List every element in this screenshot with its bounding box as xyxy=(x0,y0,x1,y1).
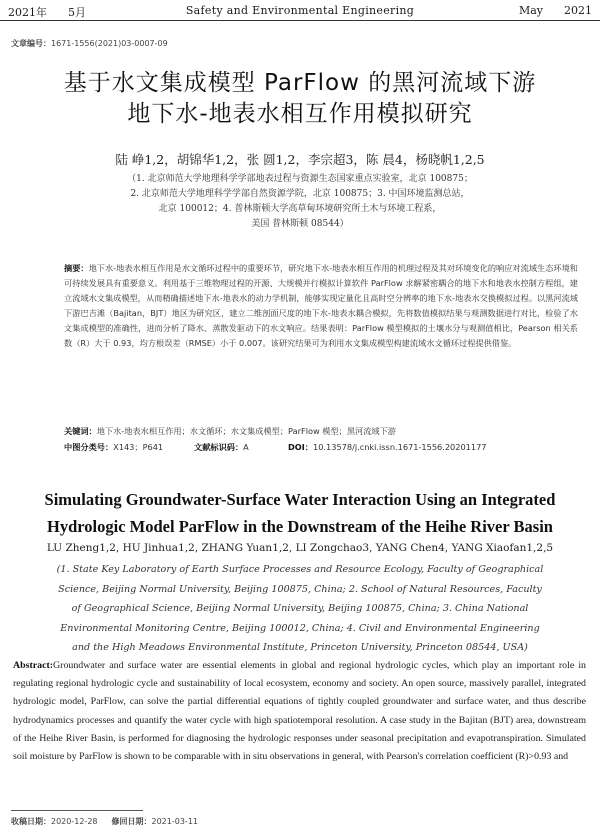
header-date-en xyxy=(519,4,592,17)
article-number-value: 1671-1556(2021)03-0007-09 xyxy=(51,39,168,48)
revised-value: 2021-03-11 xyxy=(151,817,198,826)
running-header xyxy=(8,4,592,20)
doc-code-label: 文献标识码： xyxy=(194,442,244,452)
en-title-line1: Simulating Groundwater-Surface Water Interaction Using an Integrated xyxy=(44,490,556,509)
doi-value[interactable]: 10.13578/j.cnki.issn.1671-1556.20201177 xyxy=(313,442,487,452)
en-abstract xyxy=(13,657,586,766)
received-label: 收稿日期： xyxy=(11,817,51,826)
article-number-label: 文章编号： xyxy=(11,39,51,48)
en-title xyxy=(0,486,600,540)
en-authors: LU Zheng1,2, HU Jinhua1,2, ZHANG Yuan1,2, LI Zongchao3, YANG Chen4, YANG Xiaofan1,2,5 xyxy=(46,542,554,554)
cn-aff-line: 美国 普林斯顿 08544） xyxy=(251,219,349,229)
article-number xyxy=(11,38,168,49)
header-month-en: May xyxy=(518,4,544,17)
cn-keywords xyxy=(64,426,578,437)
clc-value: X143；P641 xyxy=(113,442,164,452)
footnote-dates xyxy=(11,816,198,827)
en-aff-line: Environmental Monitoring Centre, Beijing 100012, China; 4. Civil and Environmental Engineering xyxy=(60,622,540,634)
en-aff-line: Science, Beijing Normal University, Beijing 100875, China; 2. School of Natural Resources, Faculty xyxy=(58,583,542,595)
cn-title-line1: 基于水文集成模型 ParFlow 的黑河流域下游 xyxy=(63,70,537,96)
doc-code-group xyxy=(194,442,249,453)
cn-aff-line: （1. 北京师范大学地理科学学部地表过程与资源生态国家重点实验室，北京 100875； xyxy=(127,174,473,184)
doc-code-value: A xyxy=(243,442,249,452)
doi-label: DOI： xyxy=(288,442,313,452)
header-year-en: 2021 xyxy=(564,4,592,17)
cn-abstract xyxy=(64,261,578,351)
en-aff-line: of Geographical Science, Beijing Normal University, Beijing 100875, China; 3. China National xyxy=(71,603,529,614)
cn-affiliations xyxy=(60,172,540,232)
cn-keywords-label: 关键词： xyxy=(64,426,97,436)
header-month: 5月 xyxy=(67,6,86,19)
cn-abstract-label: 摘要： xyxy=(64,263,89,273)
cn-abstract-text: 地下水-地表水相互作用是水文循环过程中的重要环节，研究地下水-地表水相互作用的机理过程及其对环境变化的响应对流域生态环境和可持续发展具有重要意义。利用基于三维物理过程的开源、大规模并行模拟计算软件 ParFlow 求解紧密耦合的地下水和地表水控制方程组，建立流域水文集成模型，从而精确描述地下水-地表水的动力学机制，能够实现定量化且高时空分辨率的地下水-地表水交换模拟过程。以黑河流域下游巴吉滩（Bajitan，BJT）地区为研究区，建立二维剖面尺度的地下水-地表水耦合模拟，先将数值模拟结果与观测数据进行对比，检验了水文集成模型的准确性，进而分析了降水、蒸散发驱动下的水文响应。结果表明：ParFlow 模型模拟的土壤水分与观测值相比，Pearson 相关系数（R）大于 0.93，均方根误差（RMSE）小于 0.007。该研究结果可为利用水文集成模型构建流域水文循环过程提供借鉴。 xyxy=(64,263,578,348)
cn-title xyxy=(0,68,600,130)
doi-group xyxy=(288,442,487,453)
cn-title-line2: 地下水-地表水相互作用模拟研究 xyxy=(127,101,473,127)
footnote-rule xyxy=(11,810,143,811)
revised-label: 修回日期： xyxy=(111,817,152,826)
received-value: 2020-12-28 xyxy=(51,817,98,826)
cn-classification xyxy=(64,442,578,453)
cn-authors: 陆 峥1,2，胡锦华1,2，张 圆1,2，李宗超3，陈 晨4，杨晓帆1,2,5 xyxy=(115,152,485,167)
en-aff-line: and the High Meadows Environmental Institute, Princeton University, Princeton 08544, USA) xyxy=(72,642,528,653)
clc-group xyxy=(64,442,163,452)
en-affiliations xyxy=(40,560,560,658)
en-aff-line: (1. State Key Laboratory of Earth Surface Processes and Resource Ecology, Faculty of Geographical xyxy=(56,564,544,575)
en-abstract-label: Abstract: xyxy=(13,660,54,671)
header-journal: Safety and Environmental Engineering xyxy=(185,4,415,17)
cn-aff-line: 2. 北京师范大学地理科学学部自然资源学院，北京 100875；3. 中国环境监测总站， xyxy=(130,189,470,199)
header-rule xyxy=(0,20,600,21)
header-year: 2021年 xyxy=(8,6,47,19)
cn-aff-line: 北京 100012；4. 普林斯顿大学高草甸环境研究所土木与环境工程系， xyxy=(158,204,442,214)
en-title-line2: Hydrologic Model ParFlow in the Downstream of the Heihe River Basin xyxy=(47,517,553,536)
cn-keywords-text: 地下水-地表水相互作用；水文循环；水文集成模型；ParFlow 模型；黑河流域下游 xyxy=(96,426,396,436)
en-abstract-text: Groundwater and surface water are essential elements in global and regional hydrologic cycles, which play an important role in regulating regional hydrologic cycle and sustainability of local ecosystem, economy and society. An open source, massively parallel, integrated hydrologic model, ParFlow, can solve the partial differential equations of tightly coupled groundwater and surface water, and thus describe hydrodynamics processes and quantify the water cycle with high spatiotemporal resolution. A case study in the Bajitan (BJT) area, downstream of the Heihe River Basin, is performed for diagnosing the hydrologic responses under seasonal precipitation and evapotranspiration. Simulated soil moisture by ParFlow is shown to be comparable with in situ observations in general, with Pearson's correlation coefficient (R)>0.93 and xyxy=(13,660,586,763)
clc-label: 中图分类号： xyxy=(64,442,114,452)
